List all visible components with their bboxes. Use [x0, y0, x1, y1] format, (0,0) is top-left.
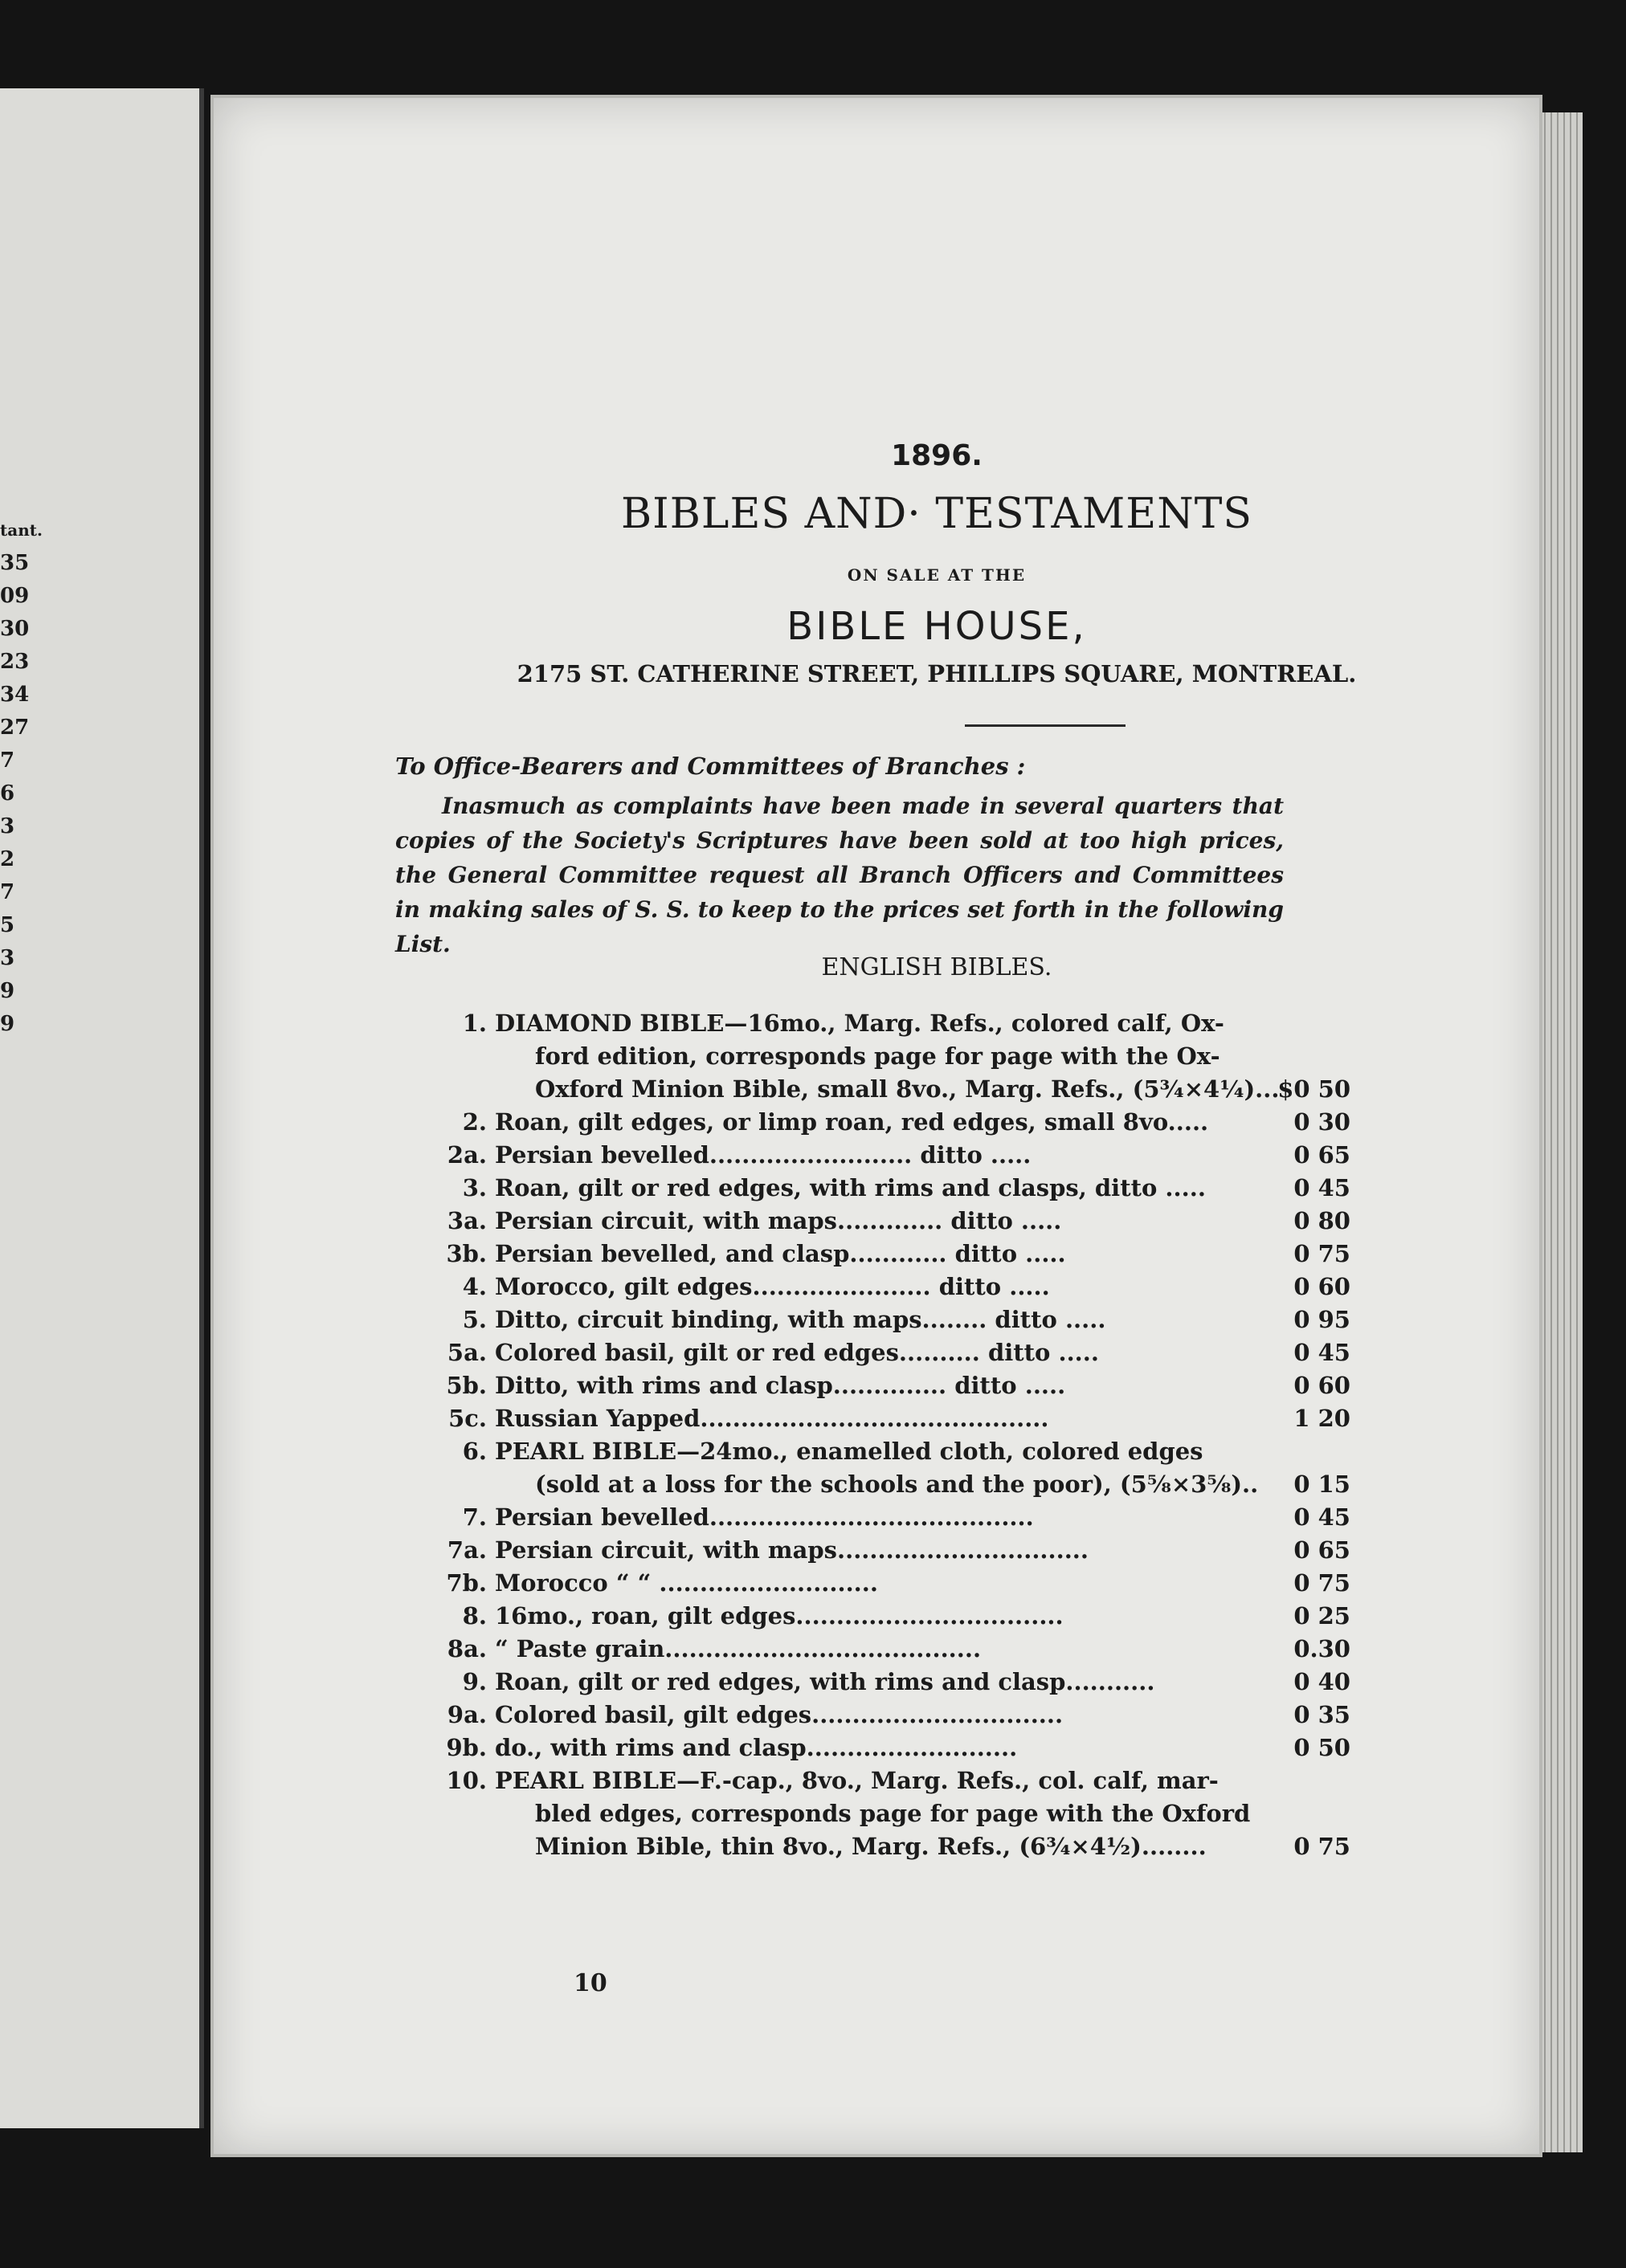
price-list-row	[415, 1205, 1459, 1238]
price-list-row	[415, 1271, 1459, 1303]
price-list-row	[415, 1567, 1459, 1600]
price-list-row	[415, 1435, 1459, 1468]
item-price: 0 40	[1293, 1668, 1350, 1695]
item-price: 0 60	[1293, 1273, 1350, 1300]
item-number: 4.	[462, 1273, 487, 1300]
price-list-row	[415, 1139, 1459, 1172]
previous-page-number: 09	[0, 584, 30, 608]
item-number: 7a.	[447, 1536, 487, 1564]
item-number: 2.	[462, 1108, 487, 1136]
price-list-row	[415, 1106, 1459, 1139]
item-number: 9a.	[447, 1701, 487, 1728]
item-number: 10.	[446, 1767, 487, 1794]
item-price: 0 25	[1293, 1602, 1350, 1630]
notice-body: Inasmuch as complaints have been made in several quarters that copies of the Society's Scriptures have been sold at too high prices, the General Committee request all Branch Officers and Committees in making sales of S. S. to keep to the prices set forth in the following List.	[395, 793, 1284, 957]
price-list-row	[415, 1666, 1459, 1699]
document-page	[210, 95, 1542, 2157]
item-description: Persian circuit, with maps............. ditto .....	[495, 1207, 1062, 1234]
previous-page-number: 35	[0, 551, 30, 575]
item-number: 6.	[462, 1438, 487, 1465]
page-number: 10	[574, 1969, 607, 1997]
address-line: 2175 ST. CATHERINE STREET, PHILLIPS SQUARE, MONTREAL.	[517, 660, 1357, 687]
price-list-row	[415, 1073, 1459, 1106]
price-list-row	[415, 1468, 1459, 1501]
item-description: Oxford Minion Bible, small 8vo., Marg. Refs., (5¾×4¼)...	[535, 1075, 1280, 1103]
price-list	[415, 1007, 1459, 1863]
item-number: 5b.	[446, 1372, 487, 1399]
previous-page-number: 2	[0, 847, 15, 871]
price-list-row	[415, 1830, 1459, 1863]
page-year: 1896.	[891, 439, 983, 472]
item-description: (sold at a loss for the schools and the poor), (5⅝×3⅝)..	[535, 1471, 1259, 1498]
item-description: Persian bevelled........................................	[495, 1503, 1034, 1531]
item-price: 1 20	[1293, 1405, 1350, 1432]
price-list-row	[415, 1007, 1459, 1040]
price-list-row	[415, 1040, 1459, 1073]
item-description: Persian bevelled, and clasp............ ditto .....	[495, 1240, 1066, 1267]
previous-page-number: 30	[0, 617, 30, 641]
item-description: do., with rims and clasp..........................	[495, 1734, 1018, 1761]
previous-page-numbers	[0, 514, 48, 1041]
item-price: 0 75	[1293, 1569, 1350, 1597]
item-number: 9b.	[446, 1734, 487, 1761]
item-price: $0 50	[1277, 1075, 1350, 1103]
item-description: bled edges, corresponds page for page with the Oxford	[535, 1800, 1251, 1827]
item-price: 0 65	[1293, 1536, 1350, 1564]
item-number: 1.	[462, 1010, 487, 1037]
item-description: Roan, gilt or red edges, with rims and clasp...........	[495, 1668, 1155, 1695]
item-price: 0 50	[1293, 1734, 1350, 1761]
bible-house-heading: BIBLE HOUSE,	[786, 604, 1087, 649]
item-price: 0 45	[1293, 1339, 1350, 1366]
previous-page-number: 7	[0, 880, 15, 904]
previous-page-number: 23	[0, 650, 30, 674]
item-description: PEARL BIBLE—F.-cap., 8vo., Marg. Refs., col. calf, mar-	[495, 1767, 1219, 1794]
item-description: PEARL BIBLE—24mo., enamelled cloth, colored edges	[495, 1438, 1203, 1465]
item-price: 0 15	[1293, 1471, 1350, 1498]
section-title: ENGLISH BIBLES.	[821, 953, 1052, 981]
item-description: 16mo., roan, gilt edges.................................	[495, 1602, 1064, 1630]
item-number: 5c.	[448, 1405, 487, 1432]
price-list-row	[415, 1303, 1459, 1336]
item-description: Roan, gilt edges, or limp roan, red edges, small 8vo.....	[495, 1108, 1209, 1136]
item-description: DIAMOND BIBLE—16mo., Marg. Refs., colored calf, Ox-	[495, 1010, 1224, 1037]
previous-page-number: 27	[0, 716, 30, 740]
price-list-row	[415, 1600, 1459, 1633]
item-price: 0 65	[1293, 1141, 1350, 1169]
item-description: Colored basil, gilt edges...............................	[495, 1701, 1064, 1728]
item-number: 3a.	[447, 1207, 487, 1234]
item-description: Morocco, gilt edges...................... ditto .....	[495, 1273, 1050, 1300]
previous-page-number: 3	[0, 814, 15, 838]
item-description: Roan, gilt or red edges, with rims and clasps, ditto .....	[495, 1174, 1206, 1201]
item-price: 0 45	[1293, 1503, 1350, 1531]
item-price: 0 35	[1293, 1701, 1350, 1728]
price-list-row	[415, 1402, 1459, 1435]
previous-page-number: 5	[0, 913, 15, 937]
item-description: Ditto, with rims and clasp.............. ditto .....	[495, 1372, 1066, 1399]
price-list-row	[415, 1238, 1459, 1271]
price-list-row	[415, 1336, 1459, 1369]
price-list-row	[415, 1172, 1459, 1205]
item-description: Colored basil, gilt or red edges.......... ditto .....	[495, 1339, 1099, 1366]
previous-page-number: 9	[0, 979, 15, 1003]
item-number: 2a.	[447, 1141, 487, 1169]
price-list-row	[415, 1633, 1459, 1666]
previous-page-number: 3	[0, 946, 15, 970]
item-description: ford edition, corresponds page for page with the Ox-	[535, 1042, 1220, 1070]
price-list-row	[415, 1764, 1459, 1797]
item-price: 0 45	[1293, 1174, 1350, 1201]
item-description: Morocco “ “ ...........................	[495, 1569, 878, 1597]
item-price: 0 30	[1293, 1108, 1350, 1136]
item-number: 7.	[462, 1503, 487, 1531]
item-number: 7b.	[446, 1569, 487, 1597]
price-list-row	[415, 1534, 1459, 1567]
on-sale-line: ON SALE AT THE	[847, 565, 1027, 585]
item-price: 0 75	[1293, 1240, 1350, 1267]
item-description: Russian Yapped...........................................	[495, 1405, 1049, 1432]
price-list-row	[415, 1732, 1459, 1764]
previous-page-fragment	[0, 88, 204, 2128]
notice-heading: To Office-Bearers and Committees of Branches :	[395, 753, 1026, 780]
item-description: “ Paste grain.......................................	[495, 1635, 982, 1662]
item-price: 0 75	[1293, 1833, 1350, 1860]
item-price: 0 80	[1293, 1207, 1350, 1234]
item-price: 0.30	[1293, 1635, 1350, 1662]
item-number: 3.	[462, 1174, 487, 1201]
price-list-row	[415, 1369, 1459, 1402]
previous-page-number: 6	[0, 781, 15, 806]
item-description: Persian circuit, with maps...............................	[495, 1536, 1089, 1564]
item-number: 9.	[462, 1668, 487, 1695]
item-number: 8.	[462, 1602, 487, 1630]
item-price: 0 60	[1293, 1372, 1350, 1399]
previous-page-number: 9	[0, 1012, 15, 1036]
price-list-row	[415, 1699, 1459, 1732]
page-title: BIBLES AND· TESTAMENTS	[620, 490, 1253, 538]
item-number: 5a.	[447, 1339, 487, 1366]
divider-rule	[965, 724, 1126, 727]
item-price: 0 95	[1293, 1306, 1350, 1333]
item-number: 8a.	[447, 1635, 487, 1662]
item-number: 3b.	[446, 1240, 487, 1267]
previous-page-number: 34	[0, 683, 30, 707]
item-description: Persian bevelled......................... ditto .....	[495, 1141, 1032, 1169]
price-list-row	[415, 1797, 1459, 1830]
previous-page-column-header: tant.	[0, 520, 43, 540]
item-description: Minion Bible, thin 8vo., Marg. Refs., (6¾×4½)........	[535, 1833, 1207, 1860]
item-description: Ditto, circuit binding, with maps........ ditto .....	[495, 1306, 1106, 1333]
previous-page-number: 7	[0, 749, 15, 773]
price-list-row	[415, 1501, 1459, 1534]
item-number: 5.	[462, 1306, 487, 1333]
